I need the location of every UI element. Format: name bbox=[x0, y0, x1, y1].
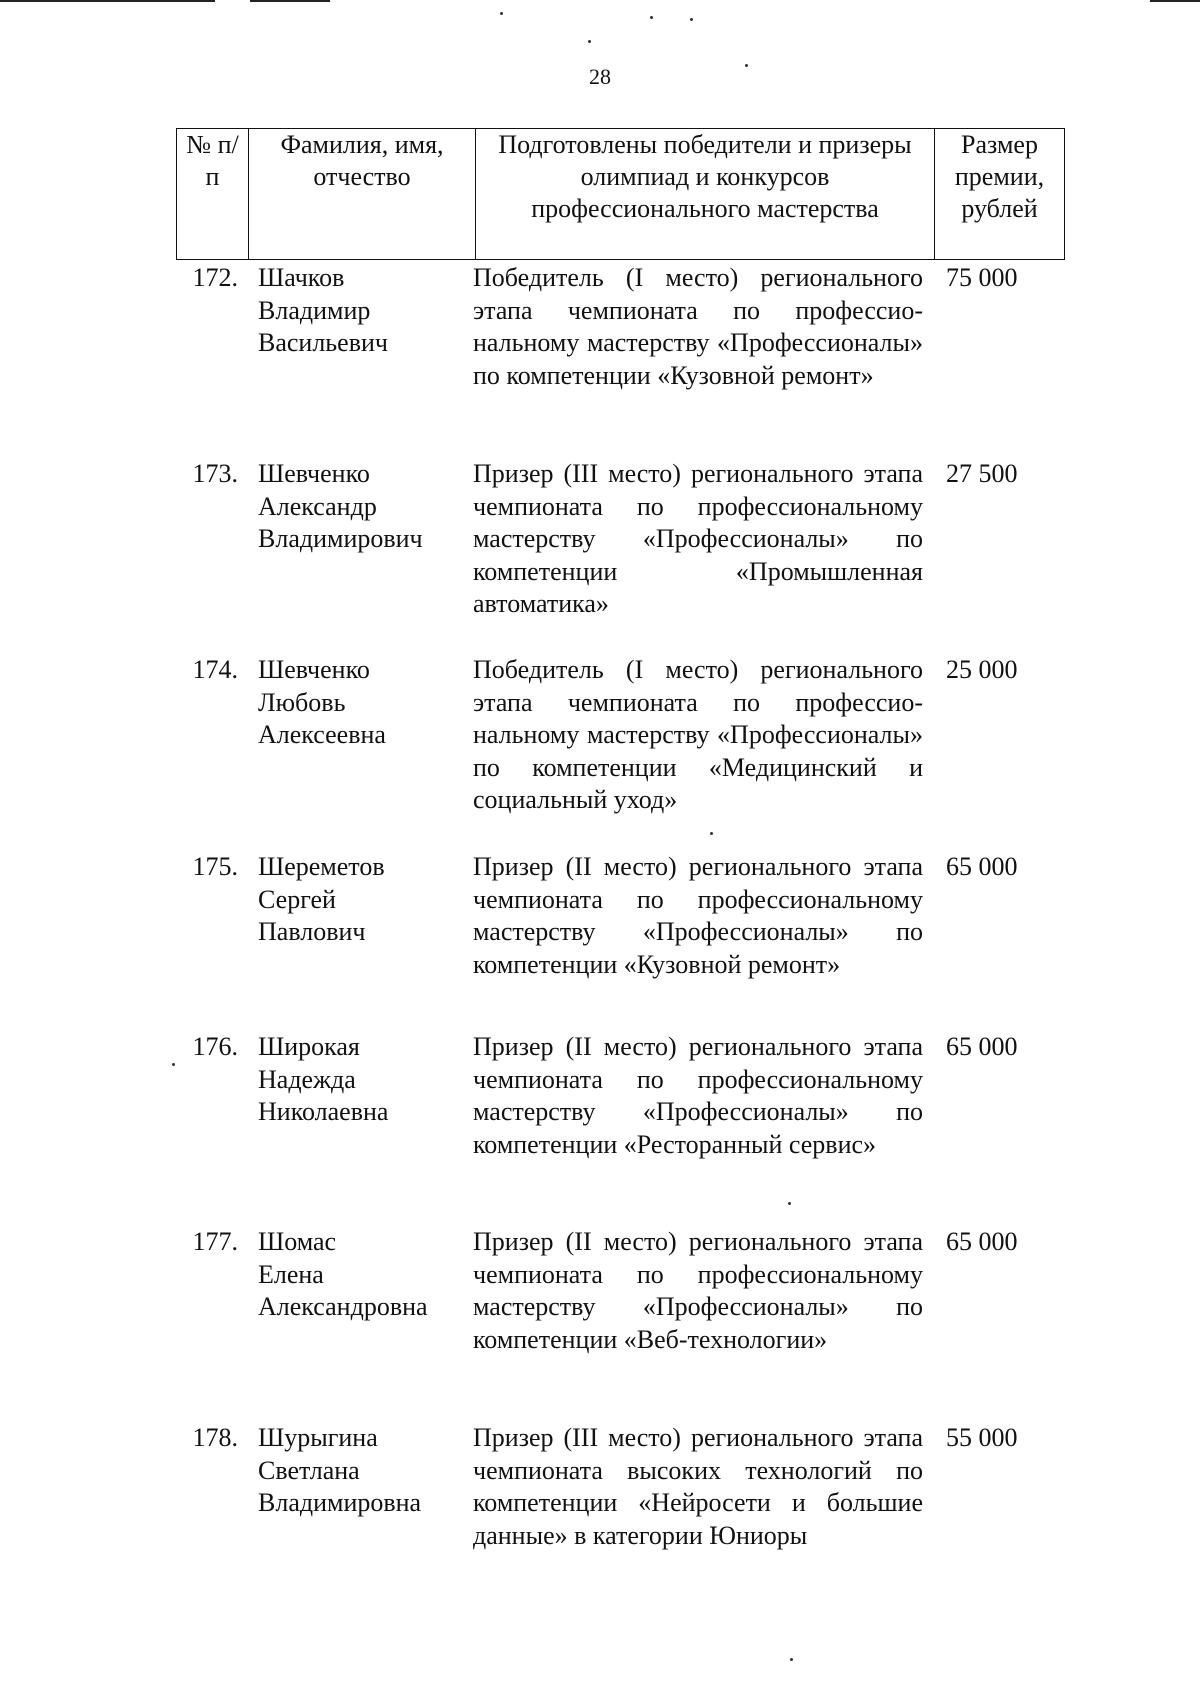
row-number: 174. bbox=[192, 655, 238, 684]
last-name: Шомас bbox=[258, 1227, 337, 1256]
last-name: Широкая bbox=[258, 1032, 360, 1061]
row-number: 176. bbox=[192, 1032, 238, 1061]
scan-speck bbox=[588, 40, 591, 43]
scan-speck bbox=[650, 16, 653, 19]
middle-name: Александровна bbox=[258, 1292, 428, 1321]
award-amount: 65 000 bbox=[946, 1227, 1018, 1256]
award-amount: 75 000 bbox=[946, 263, 1018, 292]
first-name: Светлана bbox=[258, 1455, 360, 1485]
award-amount: 65 000 bbox=[946, 1032, 1018, 1061]
scan-edge-line bbox=[0, 0, 215, 2]
person-name bbox=[258, 1031, 458, 1129]
page-number: 28 bbox=[589, 64, 611, 89]
scan-speck bbox=[500, 12, 503, 15]
middle-name: Владимировна bbox=[258, 1488, 422, 1517]
award-amount: 65 000 bbox=[946, 852, 1018, 881]
last-name: Шереметов bbox=[258, 852, 385, 881]
first-name: Владимир bbox=[258, 295, 371, 325]
row-number: 172. bbox=[192, 263, 238, 292]
last-name: Шачков bbox=[258, 263, 345, 292]
achievement-text: Призер (II место) регионального этапа чемпионата по профессиональному мастерству «Профессионалы» по компетенции «Кузовной ремонт» bbox=[473, 852, 923, 979]
last-name: Шурыгина bbox=[258, 1423, 378, 1452]
achievement-text: Призер (II место) регионального этапа чемпионата по профессиональному мастерству «Профессионалы» по компетенции «Ресторанный сервис» bbox=[473, 1032, 923, 1159]
scan-speck bbox=[788, 1202, 791, 1205]
middle-name: Алексеевна bbox=[258, 720, 386, 749]
scan-speck bbox=[710, 832, 713, 835]
achievement-text: Победитель (I место) регионального этапа чемпионата по профессиональному мастерству «Профессионалы» по компетенции «Кузовной ремонт» bbox=[473, 263, 923, 390]
header-name: Фамилия, имя, отчество bbox=[249, 129, 476, 260]
first-name: Александр bbox=[258, 491, 377, 521]
middle-name: Владимирович bbox=[258, 524, 423, 553]
person-name bbox=[258, 458, 458, 556]
achievement-text: Призер (III место) регионального этапа чемпионата высоких технологий по компетенции «Нейросети и большие данные» в категории Юниоры bbox=[473, 1423, 923, 1550]
last-name: Шевченко bbox=[258, 459, 370, 488]
table-header bbox=[176, 128, 1065, 260]
person-name bbox=[258, 654, 458, 752]
row-number: 178. bbox=[192, 1423, 238, 1452]
achievement-text: Призер (II место) регионального этапа чемпионата по профессиональному мастерству «Профессионалы» по компетенции «Веб-технологии» bbox=[473, 1227, 923, 1354]
scan-speck bbox=[172, 1063, 175, 1066]
scan-edge-line bbox=[250, 0, 330, 2]
header-num: № п/п bbox=[177, 129, 249, 260]
award-amount: 55 000 bbox=[946, 1423, 1018, 1452]
first-name: Елена bbox=[258, 1259, 324, 1289]
header-achievement: Подготовлены победители и призеры олимпиад и конкурсов профессионального мастерства bbox=[476, 129, 935, 260]
middle-name: Николаевна bbox=[258, 1097, 389, 1126]
achievement-text: Призер (III место) регионального этапа чемпионата по профессиональному мастерству «Профессионалы» по компетенции «Промышленная автоматика» bbox=[473, 459, 923, 618]
achievement-text: Победитель (I место) регионального этапа чемпионата по профессиональному мастерству «Профессионалы» по компетенции «Медицинский и социальный уход» bbox=[473, 655, 923, 814]
middle-name: Павлович bbox=[258, 917, 366, 946]
person-name bbox=[258, 1422, 458, 1520]
row-number: 175. bbox=[192, 852, 238, 881]
row-number: 177. bbox=[192, 1227, 238, 1256]
header-amount: Размер премии, рублей bbox=[935, 129, 1065, 260]
person-name bbox=[258, 851, 458, 949]
award-amount: 25 000 bbox=[946, 655, 1018, 684]
person-name bbox=[258, 1226, 458, 1324]
last-name: Шевченко bbox=[258, 655, 370, 684]
first-name: Любовь bbox=[258, 687, 346, 717]
award-amount: 27 500 bbox=[946, 459, 1018, 488]
middle-name: Васильевич bbox=[258, 328, 388, 357]
scan-edge-line bbox=[1150, 0, 1200, 2]
first-name: Сергей bbox=[258, 884, 336, 914]
person-name bbox=[258, 262, 458, 360]
row-number: 173. bbox=[192, 459, 238, 488]
scan-speck bbox=[790, 1658, 793, 1661]
scan-speck bbox=[690, 18, 693, 21]
first-name: Надежда bbox=[258, 1064, 356, 1094]
